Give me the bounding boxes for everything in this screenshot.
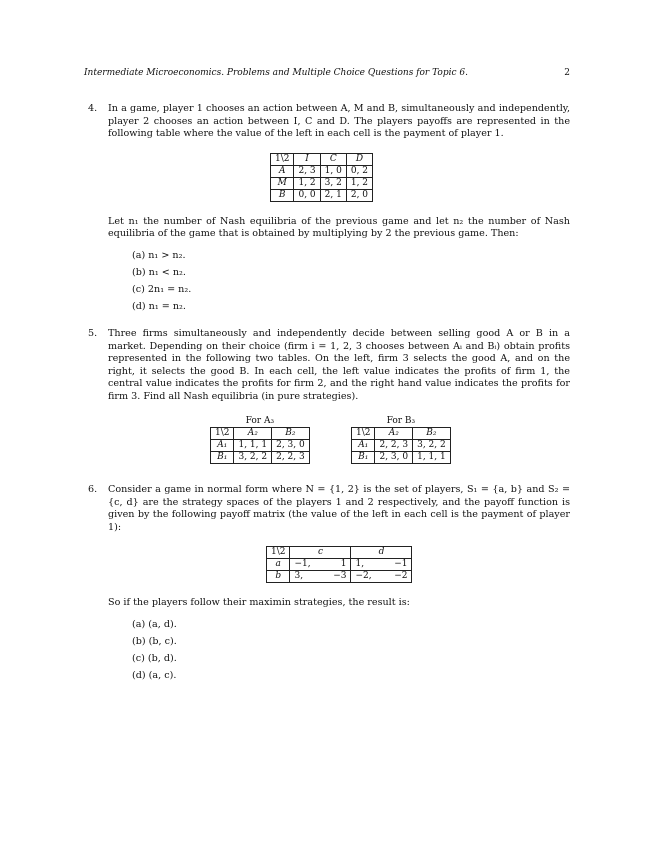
table-cell: 1\2 xyxy=(267,547,290,559)
table-cell: C xyxy=(320,153,346,165)
question-intro: Consider a game in normal form where N = {1, 2} is the set of players, S₁ = {a, b} and S₂ = {c, d} are the strategy spaces of the players 1 and 2 respectively, and the payoff function is given by the following payoff matrix (the value of the left in each cell is the payment of player 1): xyxy=(108,484,570,533)
answer-options xyxy=(132,616,570,684)
table-cell: 1\2 xyxy=(271,153,294,165)
question-text: So if the players follow their maximin strategies, the result is: xyxy=(108,597,410,609)
table-for-a3 xyxy=(210,416,310,464)
table-cell: 1\2 xyxy=(211,427,234,439)
table-cell: 2, 2, 3 xyxy=(375,439,413,451)
question-intro: Three firms simultaneously and independently decide between selling good A or B in a market. Depending on their choice (firm i = 1, 2, 3 chooses between Aᵢ and Bᵢ) obtain profits represented in the following two tables. On the left, firm 3 selects the good A, and on the right, it selects the good B. In each cell, the left value indicates the profits of firm 1, the central value indicates the profits for firm 2, and the right hand value indicates the profits for firm 3. Find all Nash equilibria (in pure strategies). xyxy=(108,328,570,402)
table-cell: b xyxy=(267,571,290,583)
question-number: 5. xyxy=(88,328,98,339)
option-d: (d) (a, c). xyxy=(132,669,177,681)
payoff-table xyxy=(270,153,373,202)
table-cell: −2, xyxy=(351,571,383,583)
table-cell: I xyxy=(294,153,320,165)
table-cell: −1, xyxy=(290,559,322,571)
tables-row xyxy=(108,416,570,476)
table-cell: 1, 2 xyxy=(294,177,320,189)
table-cell: 3, xyxy=(290,571,322,583)
option-a: (a) n₁ > n₂. xyxy=(132,249,186,261)
table-cell: B₂ xyxy=(272,427,310,439)
question-number: 6. xyxy=(88,484,98,495)
payoff-table xyxy=(210,427,310,464)
table-cell: 2, 3 xyxy=(294,165,320,177)
table-header-row xyxy=(211,427,310,439)
table-row xyxy=(211,451,310,463)
table-cell: 1 xyxy=(322,559,351,571)
page-number: 2 xyxy=(564,68,570,78)
table-cell: c xyxy=(290,547,351,559)
table-row xyxy=(267,559,412,571)
table-row xyxy=(352,439,451,451)
question-intro: In a game, player 1 chooses an action between A, M and B, simultaneously and independently, player 2 chooses an action between I, C and D. The players payoffs are represented in the following table where the value of the left in each cell is the payment of player 1. xyxy=(108,103,570,140)
table-header-row xyxy=(352,427,451,439)
table-cell: 2, 2, 3 xyxy=(272,451,310,463)
table-cell: D xyxy=(346,153,372,165)
question-6 xyxy=(88,484,570,684)
table-header-row xyxy=(267,547,412,559)
table-cell: B xyxy=(271,189,294,201)
table-header-row xyxy=(271,153,373,165)
table-cell: a xyxy=(267,559,290,571)
table-cell: 3, 2 xyxy=(320,177,346,189)
table-row xyxy=(267,571,412,583)
question-text: Let n₁ the number of Nash equilibria of the previous game and let n₂ the number of Nash equilibria of the game that is obtained by multiplying by 2 the previous game. Then: xyxy=(108,215,570,240)
table-cell: 2, 3, 0 xyxy=(272,439,310,451)
table-row xyxy=(271,165,373,177)
table-cell: A₂ xyxy=(375,427,413,439)
option-c: (c) (b, d). xyxy=(132,652,177,664)
table-for-b3 xyxy=(351,416,451,464)
table-row xyxy=(352,451,451,463)
table-cell: 2, 3, 0 xyxy=(375,451,413,463)
option-a: (a) (a, d). xyxy=(132,618,177,630)
table-caption: For B₃ xyxy=(386,415,416,426)
table-cell: 1, 0 xyxy=(320,165,346,177)
table-cell: 1, 2 xyxy=(346,177,372,189)
table-cell: 3, 2, 2 xyxy=(413,439,451,451)
table-cell: A₁ xyxy=(211,439,234,451)
table-cell: 1, 1, 1 xyxy=(234,439,272,451)
question-5 xyxy=(88,328,570,476)
table-cell: M xyxy=(271,177,294,189)
payoff-table xyxy=(266,546,412,583)
table-cell: A xyxy=(271,165,294,177)
payoff-table xyxy=(351,427,451,464)
table-cell: 0, 0 xyxy=(294,189,320,201)
table-row xyxy=(271,189,373,201)
table-cell: 1, 1, 1 xyxy=(413,451,451,463)
table-cell: −3 xyxy=(322,571,351,583)
table-cell: −1 xyxy=(383,559,412,571)
table-cell: 1, xyxy=(351,559,383,571)
table-cell: 3, 2, 2 xyxy=(234,451,272,463)
table-cell: B₂ xyxy=(413,427,451,439)
header-title: Intermediate Microeconomics. Problems and Multiple Choice Questions for Topic 6. xyxy=(84,68,468,78)
table-cell: 2, 1 xyxy=(320,189,346,201)
option-d: (d) n₁ = n₂. xyxy=(132,300,186,312)
table-cell: 1\2 xyxy=(352,427,375,439)
question-4 xyxy=(88,103,570,315)
table-cell: B₁ xyxy=(211,451,234,463)
option-c: (c) 2n₁ = n₂. xyxy=(132,283,192,295)
table-cell: B₁ xyxy=(352,451,375,463)
table-row xyxy=(211,439,310,451)
table-cell: d xyxy=(351,547,412,559)
table-cell: A₁ xyxy=(352,439,375,451)
option-b: (b) (b, c). xyxy=(132,635,177,647)
table-cell: 2, 0 xyxy=(346,189,372,201)
table-row xyxy=(271,177,373,189)
option-b: (b) n₁ < n₂. xyxy=(132,266,186,278)
table-cell: −2 xyxy=(383,571,412,583)
table-cell: 0, 2 xyxy=(346,165,372,177)
table-caption: For A₃ xyxy=(245,415,275,426)
answer-options xyxy=(132,247,570,315)
question-number: 4. xyxy=(88,103,98,114)
page-header xyxy=(84,67,570,80)
table-cell: A₂ xyxy=(234,427,272,439)
